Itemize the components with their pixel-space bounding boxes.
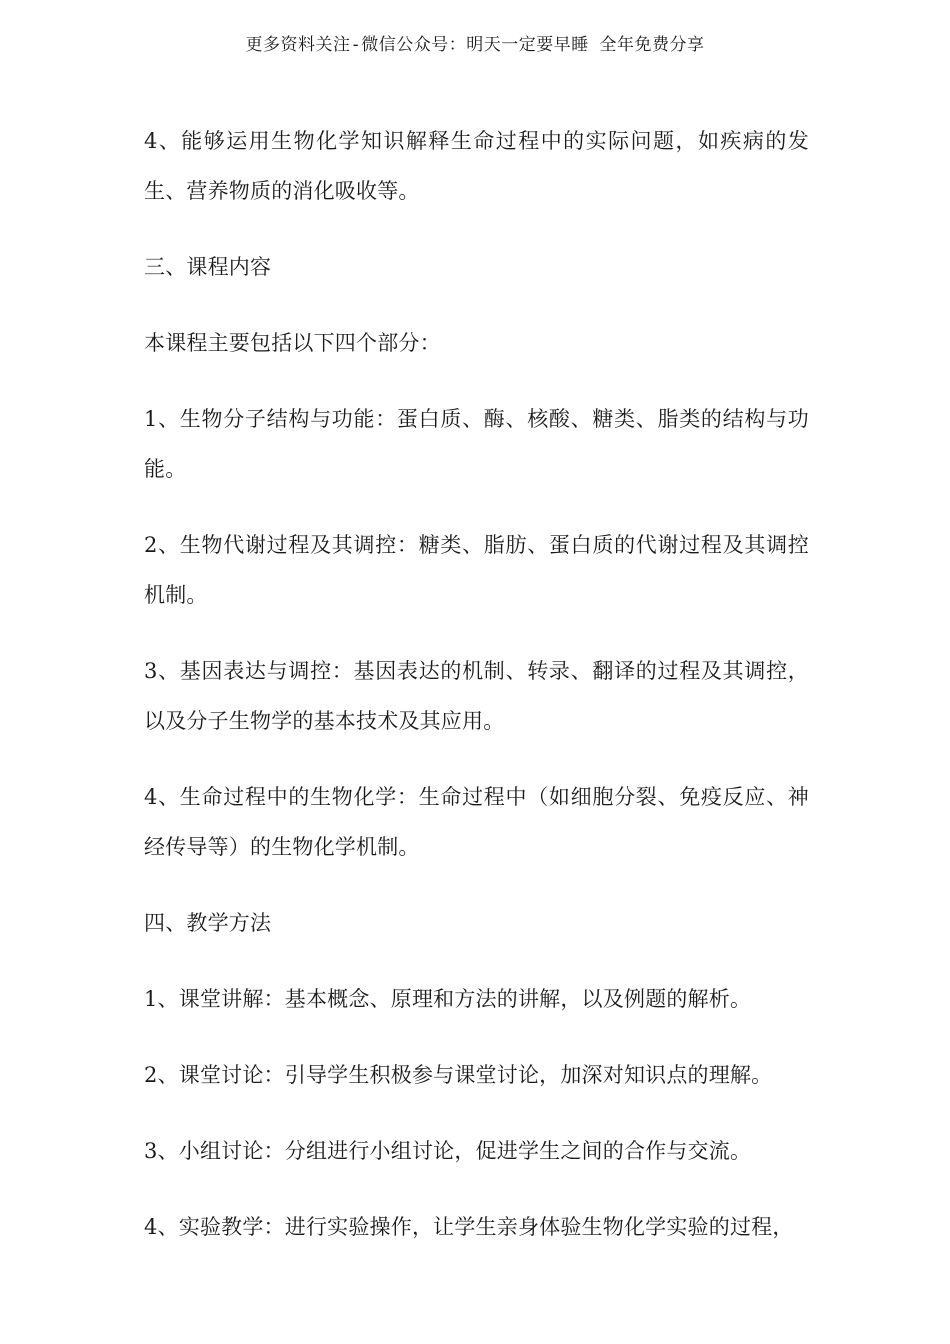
teaching-method-item-3: 3、小组讨论：分组进行小组讨论，促进学生之间的合作与交流。 <box>144 1139 752 1163</box>
course-content-item-4: 4、生命过程中的生物化学：生命过程中（如细胞分裂、免疫反应、神经传导等）的生物化学机制。 <box>144 785 809 859</box>
teaching-method-item-1: 1、课堂讲解：基本概念、原理和方法的讲解，以及例题的解析。 <box>144 987 752 1011</box>
course-content-item-2: 2、生物代谢过程及其调控：糖类、脂肪、蛋白质的代谢过程及其调控机制。 <box>144 533 809 607</box>
objective-item-4: 4、能够运用生物化学知识解释生命过程中的实际问题，如疾病的发生、营养物质的消化吸收等。 <box>144 129 809 203</box>
document-body <box>144 116 809 1278</box>
section-heading-teaching-methods: 四、教学方法 <box>144 911 272 935</box>
teaching-method-item-2: 2、课堂讨论：引导学生积极参与课堂讨论，加深对知识点的理解。 <box>144 1063 773 1087</box>
section-heading-course-content: 三、课程内容 <box>144 255 272 279</box>
page-header: 更多资料关注-微信公众号：明天一定要早睡 全年免费分享 <box>245 35 705 55</box>
course-content-intro: 本课程主要包括以下四个部分： <box>144 331 441 355</box>
course-content-item-1: 1、生物分子结构与功能：蛋白质、酶、核酸、糖类、脂类的结构与功能。 <box>144 407 809 481</box>
course-content-item-3: 3、基因表达与调控：基因表达的机制、转录、翻译的过程及其调控，以及分子生物学的基本技术及其应用。 <box>144 659 809 733</box>
teaching-method-item-4: 4、实验教学：进行实验操作，让学生亲身体验生物化学实验的过程， <box>144 1215 794 1239</box>
